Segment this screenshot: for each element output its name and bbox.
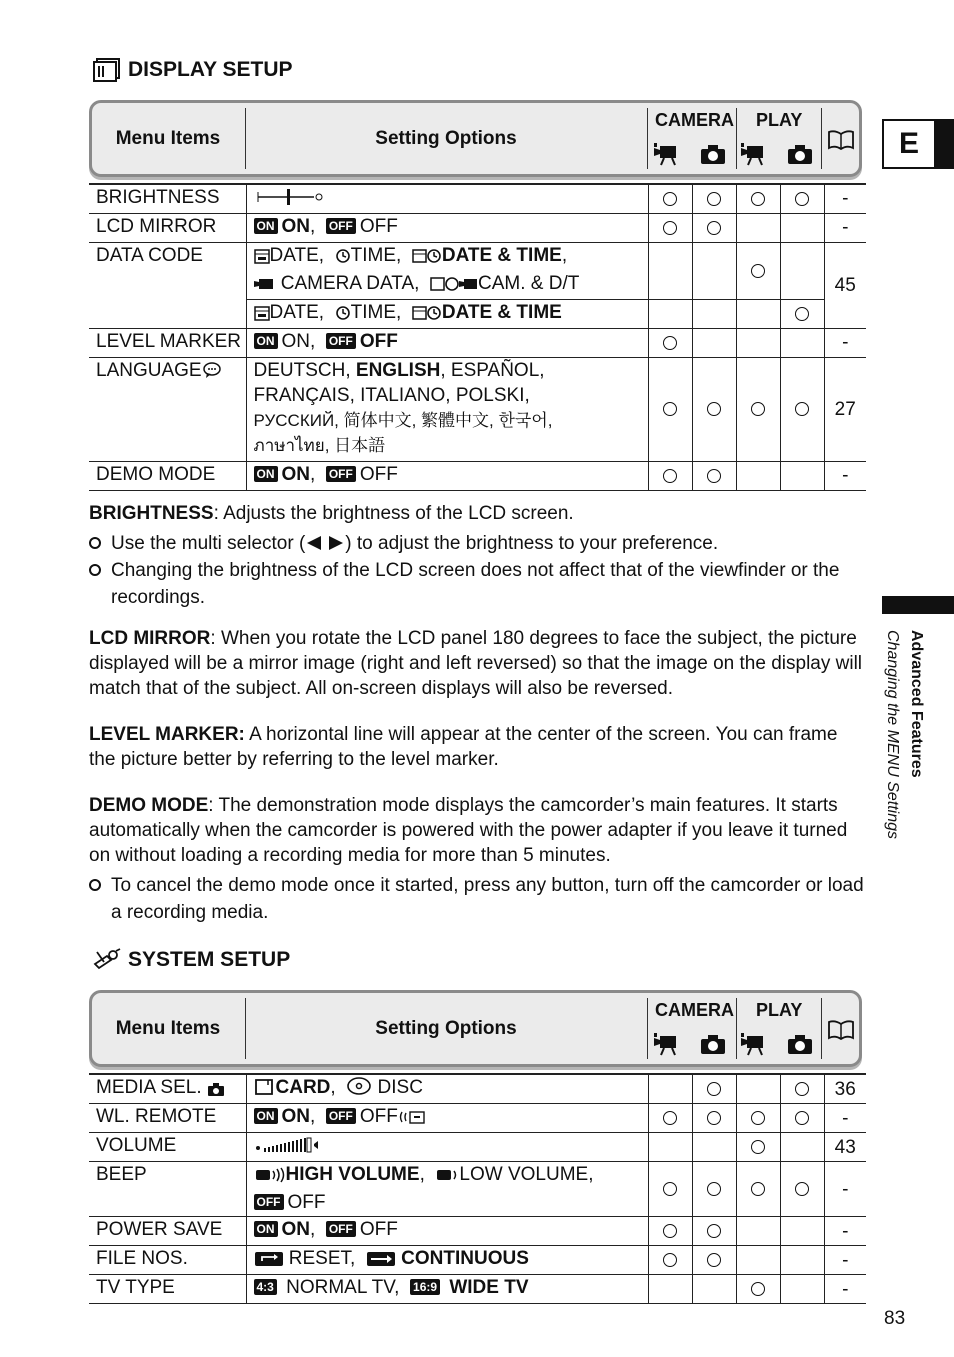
system-setup-icon: [92, 948, 122, 972]
section-title: DISPLAY SETUP: [128, 58, 293, 81]
table-row: TV TYPE 4:3 NORMAL TV, 16:9 WIDE TV -: [89, 1275, 866, 1304]
availability-mark: [751, 402, 765, 416]
movie-camera-icon: [741, 1033, 773, 1059]
availability-mark: [795, 402, 809, 416]
availability-mark: [795, 192, 809, 206]
side-bar: [882, 596, 954, 614]
availability-mark: [795, 1182, 809, 1196]
left-right-arrows-icon: [305, 535, 345, 551]
availability-mark: [751, 1111, 765, 1125]
table-row: LANGUAGE DEUTSCH, ENGLISH, ESPAÑOL, FRANÇAIS, ITALIANO, POLSKI, РУССКИЙ, 简体中文, 繁體中文, 한국어, ภาษาไทย, 日本語 27: [89, 357, 866, 461]
list-item: Changing the brightness of the LCD screen does not affect that of the viewfinder or the recordings.: [89, 557, 864, 611]
movie-camera-icon: [654, 1033, 686, 1059]
camera-header: CAMERA: [655, 110, 734, 130]
setting-options-header: Setting Options: [375, 127, 517, 149]
disc-icon: [346, 1076, 372, 1103]
side-heading: Advanced Features Changing the MENU Settings: [884, 630, 925, 839]
list-item: To cancel the demo mode once it started, press any button, turn off the camcorder or load a recording media.: [89, 872, 864, 926]
system-setup-table: [89, 1073, 866, 1304]
table-row: FILE NOS. RESET, CONTINUOUS -: [89, 1246, 866, 1275]
availability-mark: [751, 264, 765, 278]
menu-item: BRIGHTNESS: [89, 184, 246, 213]
menu-item: TV TYPE: [89, 1275, 246, 1304]
date-time-icon: [412, 246, 442, 271]
menu-item: LEVEL MARKER: [89, 328, 246, 357]
menu-items-header: Menu Items: [115, 1017, 221, 1039]
setting-options: 4:3 NORMAL TV, 16:9 WIDE TV: [246, 1275, 648, 1304]
availability-mark: [663, 221, 677, 235]
table-row: BRIGHTNESS -: [89, 184, 866, 213]
setting-options: DEUTSCH, ENGLISH, ESPAÑOL, FRANÇAIS, ITALIANO, POLSKI, РУССКИЙ, 简体中文, 繁體中文, 한국어, ภาษาไทย, 日本語: [246, 357, 648, 461]
menu-item: MEDIA SEL.: [89, 1074, 246, 1104]
menu-item: FILE NOS.: [89, 1246, 246, 1275]
display-setup-heading: [92, 57, 293, 83]
table-row: DATA CODE DATE, TIME, DATE & TIME, CAMERA DATA, CAM. & D/T 45: [89, 242, 866, 299]
menu-item: WL. REMOTE: [89, 1104, 246, 1133]
page-number: 83: [884, 1308, 906, 1329]
book-icon: [827, 130, 855, 150]
availability-mark: [663, 1111, 677, 1125]
demo-mode-description: DEMO MODE: The demonstration mode displays the camcorder’s main features. It starts automatically when the camcorder is powered with the power adapter if you leave it turned on without loading a recording media for more than 5 minutes.: [89, 795, 848, 866]
play-header: PLAY: [756, 1000, 803, 1020]
menu-item: LCD MIRROR: [89, 213, 246, 242]
availability-mark: [663, 192, 677, 206]
display-setup-table: [89, 183, 866, 491]
book-icon: [827, 1020, 855, 1040]
still-camera-icon: [207, 1078, 225, 1103]
still-camera-icon: [699, 1033, 727, 1057]
setting-options: RESET, CONTINUOUS: [246, 1246, 648, 1275]
setting-options: ON ON, OFF OFF: [246, 213, 648, 242]
availability-mark: [707, 221, 721, 235]
table-header: [89, 990, 862, 1067]
table-row: MEDIA SEL. CARD, DISC 36: [89, 1074, 866, 1104]
availability-mark: [707, 1253, 721, 1267]
continuous-icon: [366, 1249, 396, 1274]
availability-mark: [707, 402, 721, 416]
availability-mark: [663, 469, 677, 483]
ratio-4-3-icon: 4:3: [254, 1279, 277, 1295]
movie-camera-icon: [654, 143, 686, 169]
movie-camera-icon: [741, 143, 773, 169]
brightness-slider: [246, 184, 648, 213]
availability-mark: [751, 1182, 765, 1196]
speaker-high-icon: [254, 1165, 286, 1190]
setting-options: DATE, TIME, DATE & TIME, CAMERA DATA, CAM. & D/T: [246, 242, 648, 299]
menu-item: BEEP: [89, 1162, 246, 1217]
availability-mark: [751, 1282, 765, 1296]
availability-mark: [707, 469, 721, 483]
chapter-tab: E: [882, 119, 954, 169]
ratio-16-9-icon: 16:9: [410, 1279, 440, 1295]
availability-mark: [707, 1082, 721, 1096]
still-camera-icon: [786, 1033, 814, 1057]
setting-options: DATE, TIME, DATE & TIME: [246, 299, 648, 328]
setting-options: HIGH VOLUME, LOW VOLUME, OFF OFF: [246, 1162, 648, 1217]
availability-mark: [663, 336, 677, 350]
list-item: Use the multi selector ( ) to adjust the brightness to your preference.: [89, 530, 864, 557]
play-header: PLAY: [756, 110, 803, 130]
clock-icon: [335, 246, 351, 271]
menu-items-header: Menu Items: [115, 127, 221, 149]
still-camera-icon: [699, 143, 727, 167]
setting-options: ON ON, OFF OFF: [246, 461, 648, 490]
menu-item: VOLUME: [89, 1133, 246, 1162]
availability-mark: [795, 1082, 809, 1096]
availability-mark: [707, 192, 721, 206]
calendar-icon: [254, 246, 270, 271]
setting-options: ON ON, OFF OFF: [246, 1217, 648, 1246]
availability-mark: [663, 1253, 677, 1267]
system-setup-heading: [92, 948, 290, 972]
availability-mark: [751, 1140, 765, 1154]
date-time-icon: [412, 303, 442, 328]
reset-icon: [254, 1249, 284, 1274]
availability-mark: [663, 1182, 677, 1196]
calendar-icon: [254, 303, 270, 328]
menu-item: LANGUAGE: [89, 357, 246, 461]
table-row: VOLUME 43: [89, 1133, 866, 1162]
availability-mark: [795, 1111, 809, 1125]
table-row: POWER SAVE ON ON, OFF OFF -: [89, 1217, 866, 1246]
camera-header: CAMERA: [655, 1000, 734, 1020]
availability-mark: [707, 1224, 721, 1238]
table-header: [89, 100, 862, 177]
cam-date-time-icon: [430, 274, 478, 299]
availability-mark: [751, 192, 765, 206]
display-setup-icon: [92, 57, 122, 83]
volume-slider: [246, 1133, 648, 1162]
movie-camera-icon: [254, 274, 276, 299]
availability-mark: [663, 1224, 677, 1238]
remote-sensor-icon: [398, 1107, 428, 1132]
availability-mark: [707, 1111, 721, 1125]
section-title: SYSTEM SETUP: [128, 948, 291, 971]
availability-mark: [795, 307, 809, 321]
menu-item: POWER SAVE: [89, 1217, 246, 1246]
availability-mark: [707, 1182, 721, 1196]
clock-icon: [335, 303, 351, 328]
menu-item: DATA CODE: [89, 242, 246, 328]
setting-options: ON ON, OFF OFF: [246, 328, 648, 357]
table-row: WL. REMOTE ON ON, OFF OFF -: [89, 1104, 866, 1133]
menu-item: DEMO MODE: [89, 461, 246, 490]
language-icon: [202, 361, 222, 386]
availability-mark: [663, 402, 677, 416]
setting-options: CARD, DISC: [246, 1074, 648, 1104]
table-row: LEVEL MARKER ON ON, OFF OFF -: [89, 328, 866, 357]
brightness-description: BRIGHTNESS: Adjusts the brightness of the LCD screen.: [89, 503, 574, 524]
level-marker-description: LEVEL MARKER: A horizontal line will appear at the center of the screen. You can frame the picture better by referring to the level marker.: [89, 724, 838, 770]
table-row: LCD MIRROR ON ON, OFF OFF -: [89, 213, 866, 242]
setting-options-header: Setting Options: [375, 1017, 517, 1039]
speaker-low-icon: [435, 1165, 459, 1190]
card-icon: [254, 1078, 276, 1103]
table-row: BEEP HIGH VOLUME, LOW VOLUME, OFF OFF -: [89, 1162, 866, 1217]
still-camera-icon: [786, 143, 814, 167]
lcd-mirror-description: LCD MIRROR: When you rotate the LCD panel 180 degrees to face the subject, the picture displayed will be a mirror image (right and left reversed) so that the image on the display will match that of the subject. All on-screen displays will also be reversed.: [89, 628, 863, 699]
setting-options: ON ON, OFF OFF: [246, 1104, 648, 1133]
table-row: DEMO MODE ON ON, OFF OFF -: [89, 461, 866, 490]
